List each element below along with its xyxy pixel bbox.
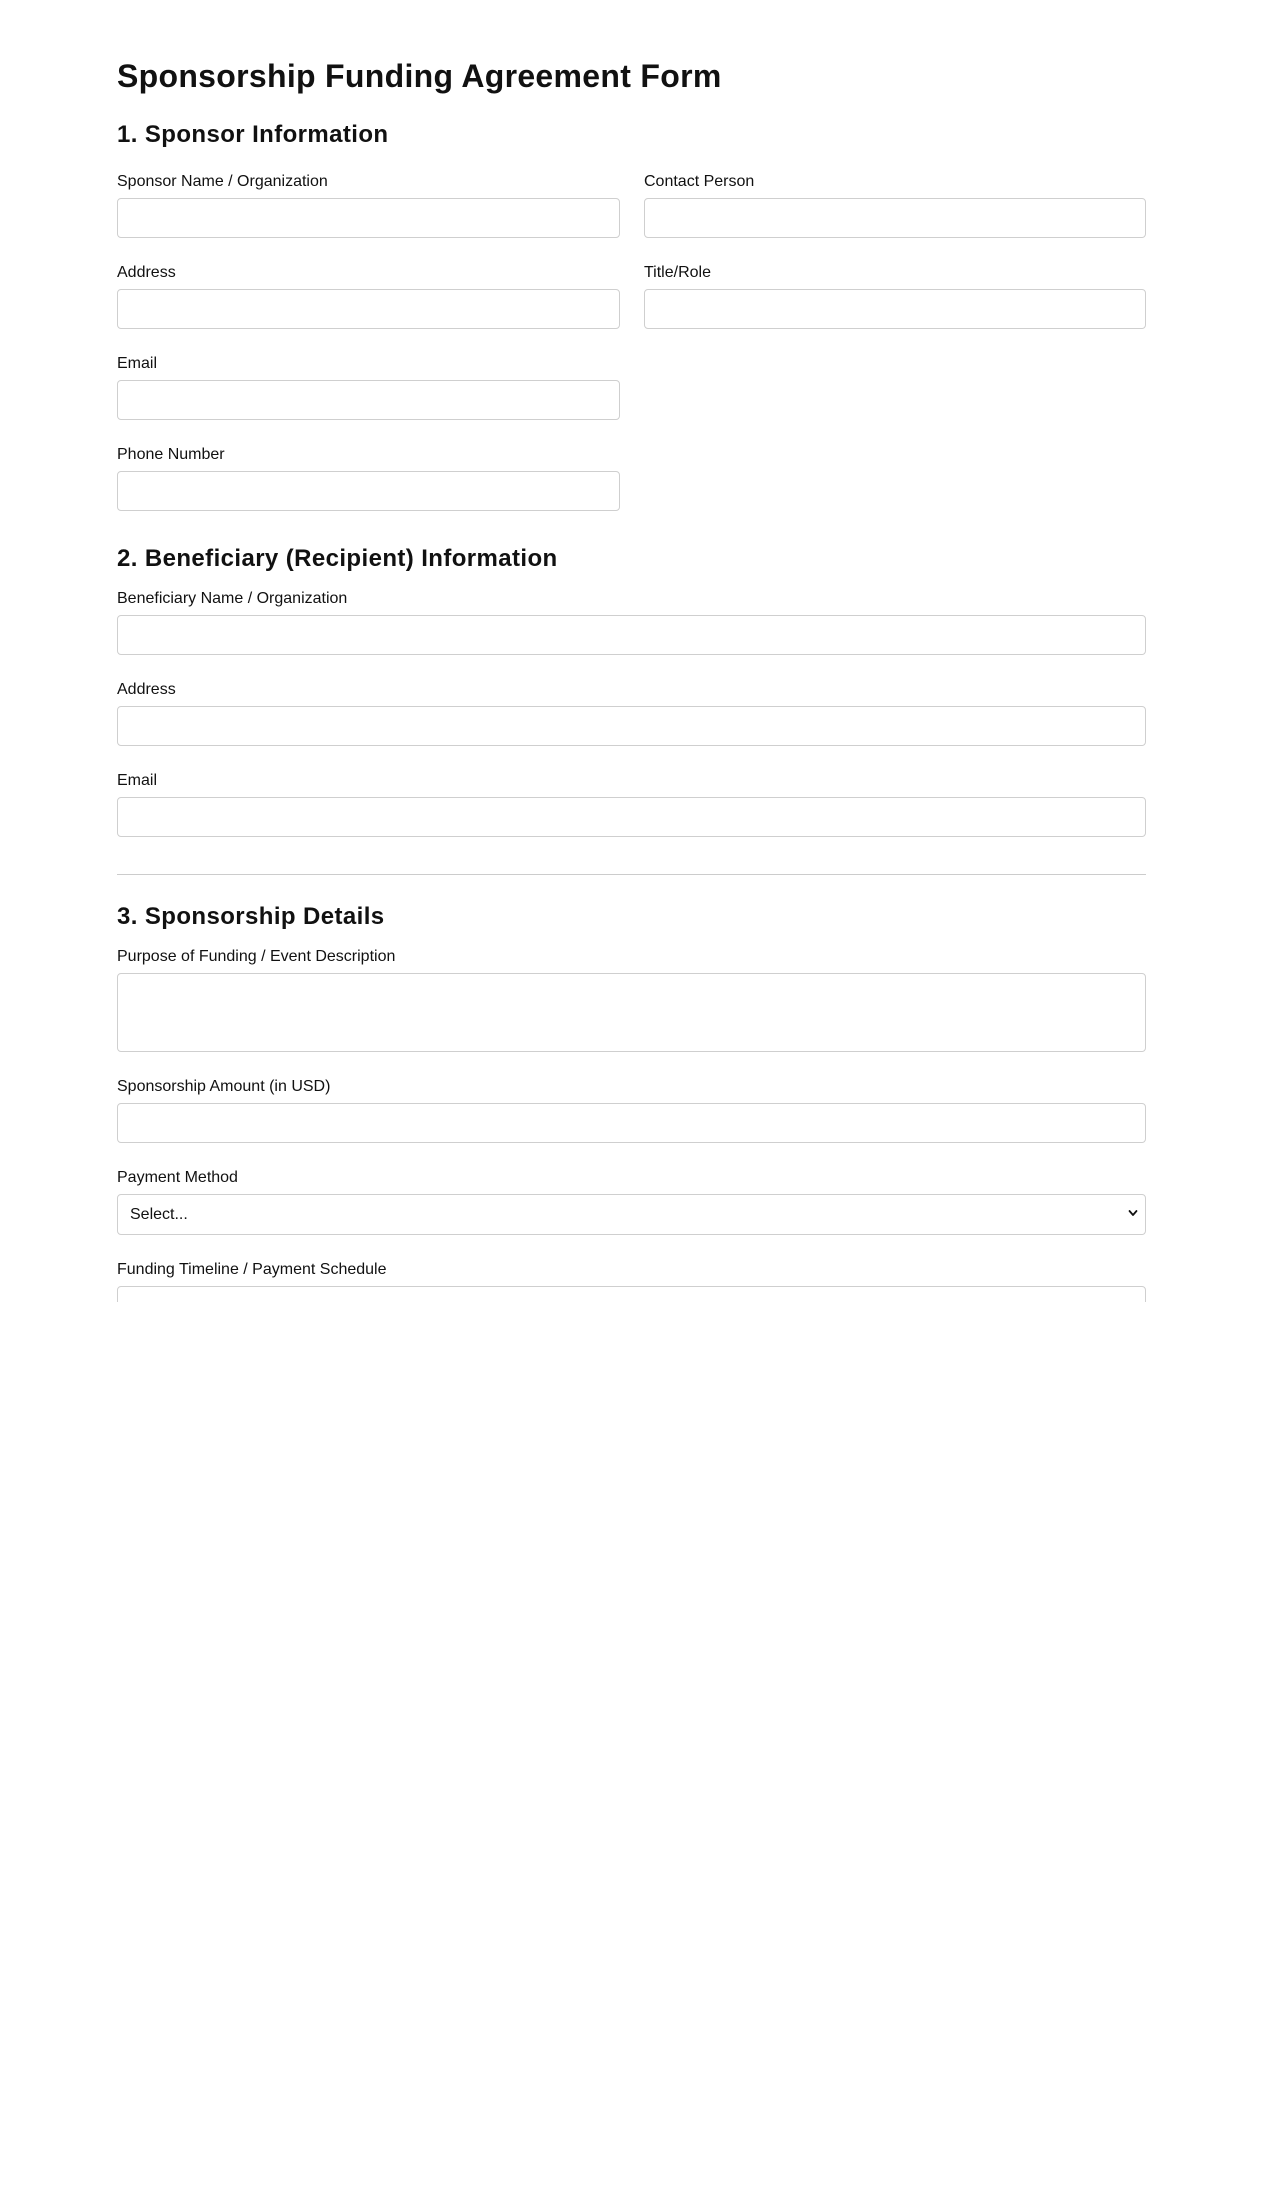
form-title: Sponsorship Funding Agreement Form [117, 58, 722, 94]
beneficiary-email-field-group [117, 772, 1146, 837]
section-title-beneficiary-information: 2. Beneficiary (Recipient) Information [117, 545, 558, 572]
title-role-input[interactable] [644, 289, 1146, 329]
sponsor-name-label: Sponsor Name / Organization [117, 173, 328, 190]
contact-person-input[interactable] [644, 198, 1146, 238]
payment-method-select[interactable] [117, 1194, 1146, 1235]
timeline-textarea[interactable] [117, 1286, 1146, 1302]
sponsor-email-input[interactable] [117, 380, 620, 420]
contact-person-label: Contact Person [644, 173, 755, 190]
sponsor-email-label: Email [117, 355, 158, 372]
sponsor-address-label: Address [117, 264, 176, 281]
sponsor-name-field-group [117, 173, 620, 238]
sponsorship-form [117, 0, 1146, 1302]
sponsor-email-field-group [117, 355, 620, 420]
title-role-field-group [644, 264, 1146, 329]
sponsor-name-input[interactable] [117, 198, 620, 238]
section-divider [117, 874, 1146, 875]
timeline-field-group [117, 1261, 1146, 1302]
section-title-sponsorship-details: 3. Sponsorship Details [117, 903, 385, 930]
contact-person-field-group [644, 173, 1146, 238]
amount-input[interactable] [117, 1103, 1146, 1143]
beneficiary-name-field-group [117, 590, 1146, 655]
purpose-field-group [117, 948, 1146, 1057]
purpose-textarea[interactable] [117, 973, 1146, 1052]
section-title-sponsor-information: 1. Sponsor Information [117, 121, 389, 148]
payment-method-select-wrapper [117, 1194, 1146, 1235]
beneficiary-email-input[interactable] [117, 797, 1146, 837]
beneficiary-name-input[interactable] [117, 615, 1146, 655]
beneficiary-address-input[interactable] [117, 706, 1146, 746]
payment-method-label: Payment Method [117, 1169, 238, 1186]
purpose-label: Purpose of Funding / Event Description [117, 948, 396, 965]
beneficiary-address-label: Address [117, 681, 176, 698]
sponsor-address-field-group [117, 264, 620, 329]
sponsor-phone-input[interactable] [117, 471, 620, 511]
timeline-label: Funding Timeline / Payment Schedule [117, 1261, 387, 1278]
beneficiary-address-field-group [117, 681, 1146, 746]
sponsor-phone-label: Phone Number [117, 446, 225, 463]
payment-method-field-group [117, 1169, 1146, 1235]
beneficiary-email-label: Email [117, 772, 158, 789]
amount-field-group [117, 1078, 1146, 1143]
title-role-label: Title/Role [644, 264, 711, 281]
beneficiary-name-label: Beneficiary Name / Organization [117, 590, 348, 607]
sponsor-address-input[interactable] [117, 289, 620, 329]
amount-label: Sponsorship Amount (in USD) [117, 1078, 331, 1095]
sponsor-phone-field-group [117, 446, 620, 511]
